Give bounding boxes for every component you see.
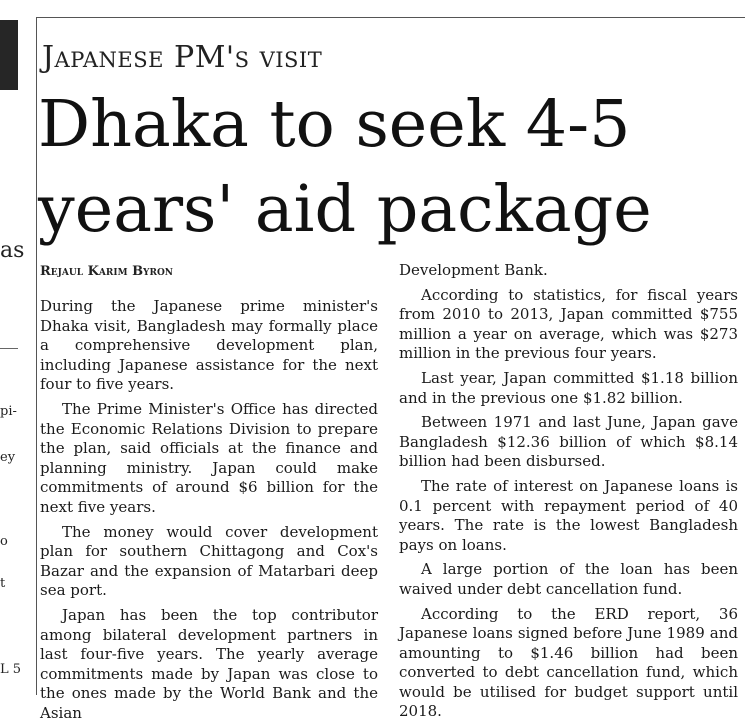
adjacent-article-clip bbox=[0, 0, 31, 713]
black-bar bbox=[0, 20, 18, 90]
clip-fragment: t bbox=[0, 576, 6, 591]
headline: Dhaka to seek 4-5 years' aid package bbox=[38, 87, 652, 247]
paragraph: The rate of interest on Japanese loans is 0.1 percent with repayment period of 40 years. The rate is the lowest Bangladesh pays on loans. bbox=[399, 476, 738, 554]
clip-fragment: L 5 bbox=[0, 662, 22, 677]
paragraph: Japan has been the top contributor among bilateral development partners in last four-five years. The yearly average commitments made by Japan was close to the ones made by the World Bank and the Asian bbox=[40, 605, 378, 722]
article-column-1 bbox=[40, 297, 378, 728]
kicker: Japanese PM's visit bbox=[42, 40, 323, 75]
clip-fragment: o bbox=[0, 534, 8, 549]
paragraph: The money would cover development plan for southern Chittagong and Cox's Bazar and the expansion of Matarbari deep sea port. bbox=[40, 522, 378, 600]
paragraph: Between 1971 and last June, Japan gave Bangladesh $12.36 billion of which $8.14 billion had been disbursed. bbox=[399, 413, 738, 471]
top-rule bbox=[36, 17, 745, 18]
column-rule bbox=[36, 17, 37, 695]
clip-divider bbox=[0, 348, 18, 349]
paragraph: A large portion of the loan has been waived under debt cancellation fund. bbox=[399, 560, 738, 598]
paragraph: During the Japanese prime minister's Dhaka visit, Bangladesh may formally place a comprehensive development plan, including Japanese assistance for the next four to five years. bbox=[40, 297, 378, 394]
paragraph: According to statistics, for fiscal years from 2010 to 2013, Japan committed $755 million a year on average, which was $273 million in the previous four years. bbox=[399, 285, 738, 363]
paragraph: Last year, Japan committed $1.18 billion and in the previous one $1.82 billion. bbox=[399, 368, 738, 407]
byline: Rejaul Karim Byron bbox=[40, 264, 174, 279]
paragraph-continuation: Development Bank. bbox=[399, 261, 548, 279]
clip-fragment: pi- bbox=[0, 404, 17, 419]
clip-fragment: ey bbox=[0, 450, 16, 465]
paragraph: The Prime Minister's Office has directed the Economic Relations Division to prepare the plan, said officials at the finance and planning ministry. Japan could make commitments of around $6 billion for the next five years. bbox=[40, 399, 378, 516]
clip-fragment: as bbox=[0, 238, 25, 263]
article-column-2 bbox=[399, 261, 738, 727]
paragraph: According to the ERD report, 36 Japanese loans signed before June 1989 and amounting to $1.46 billion had been converted to debt cancellation fund, which would be utilised for budget support until 2018. bbox=[399, 604, 738, 721]
